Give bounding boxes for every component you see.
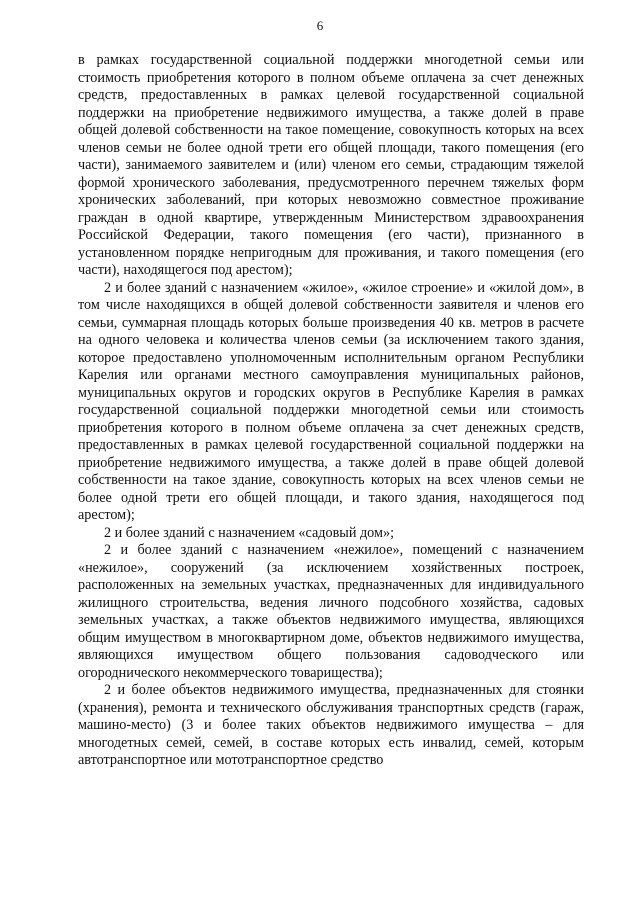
paragraph-residential-buildings: 2 и более зданий с назначением «жилое», «жилое строение» и «жилой дом», в том числе находящихся в общей долевой собственности заявителя и членов его семьи, суммарная площадь которых больше произведения 40 кв. метров в расчете на одного человека и количества членов семьи (за исключением такого здания, которое предоставлено уполномоченным исполнительным органом Республики Карелия или органами местного самоуправления муниципальных районов, муниципальных округов и городских округов в Республике Карелия в рамках государственной социальной поддержки многодетной семьи или стоимость приобретения которого в полном объеме оплачена за счет денежных средств, предоставленных в рамках целевой государственной социальной поддержки на приобретение недвижимого имущества, а также долей в праве общей долевой собственности на такое здание, совокупность которых на всех членов семьи не более одной трети его общей площади, и такого здания, находящегося под арестом);	[78, 279, 584, 523]
paragraph-garden-house: 2 и более зданий с назначением «садовый дом»;	[104, 524, 395, 541]
paragraph-continuation: в рамках государственной социальной поддержки многодетной семьи или стоимость приобретения которого в полном объеме оплачена за счет денежных средств, предоставленных в рамках целевой государственной социальной поддержки на приобретение недвижимого имущества, а также долей в праве общей долевой собственности на такое помещение, совокупность которых на всех членов семьи не более одной трети его общей площади, такого помещения (его части), занимаемого заявителем и (или) членом его семьи, страдающим тяжелой формой хронического заболевания, предусмотренного перечнем тяжелых форм хронических заболеваний, при которых невозможно совместное проживание граждан в одной квартире, утвержденным Министерством здравоохранения Российской Федерации, такого помещения (его части), признанного в установленном порядке непригодным для проживания, и такого помещения (его части), находящегося под арестом);	[78, 52, 584, 278]
document-body	[78, 52, 584, 770]
page-number: 6	[316, 18, 324, 33]
paragraph-non-residential: 2 и более зданий с назначением «нежилое», помещений с назначением «нежилое», сооружений (за исключением хозяйственных построек, расположенных на земельных участках, предназначенных для индивидуального жилищного строительства, ведения личного подсобного хозяйства, садовых земельных участках, а также объектов недвижимого имущества, являющихся общим имуществом в многоквартирном доме, объектов недвижимого имущества, являющихся имуществом общего пользования садоводческого или огороднического некоммерческого товарищества);	[78, 542, 584, 681]
paragraph-vehicle-storage: 2 и более объектов недвижимого имущества, предназначенных для стоянки (хранения), ремонта и технического обслуживания транспортных средств (гараж, машино-место) (3 и более таких объектов недвижимого имущества – для многодетных семей, семей, в составе которых есть инвалид, семей, которым автотранспортное или мототранспортное средство	[78, 682, 584, 768]
